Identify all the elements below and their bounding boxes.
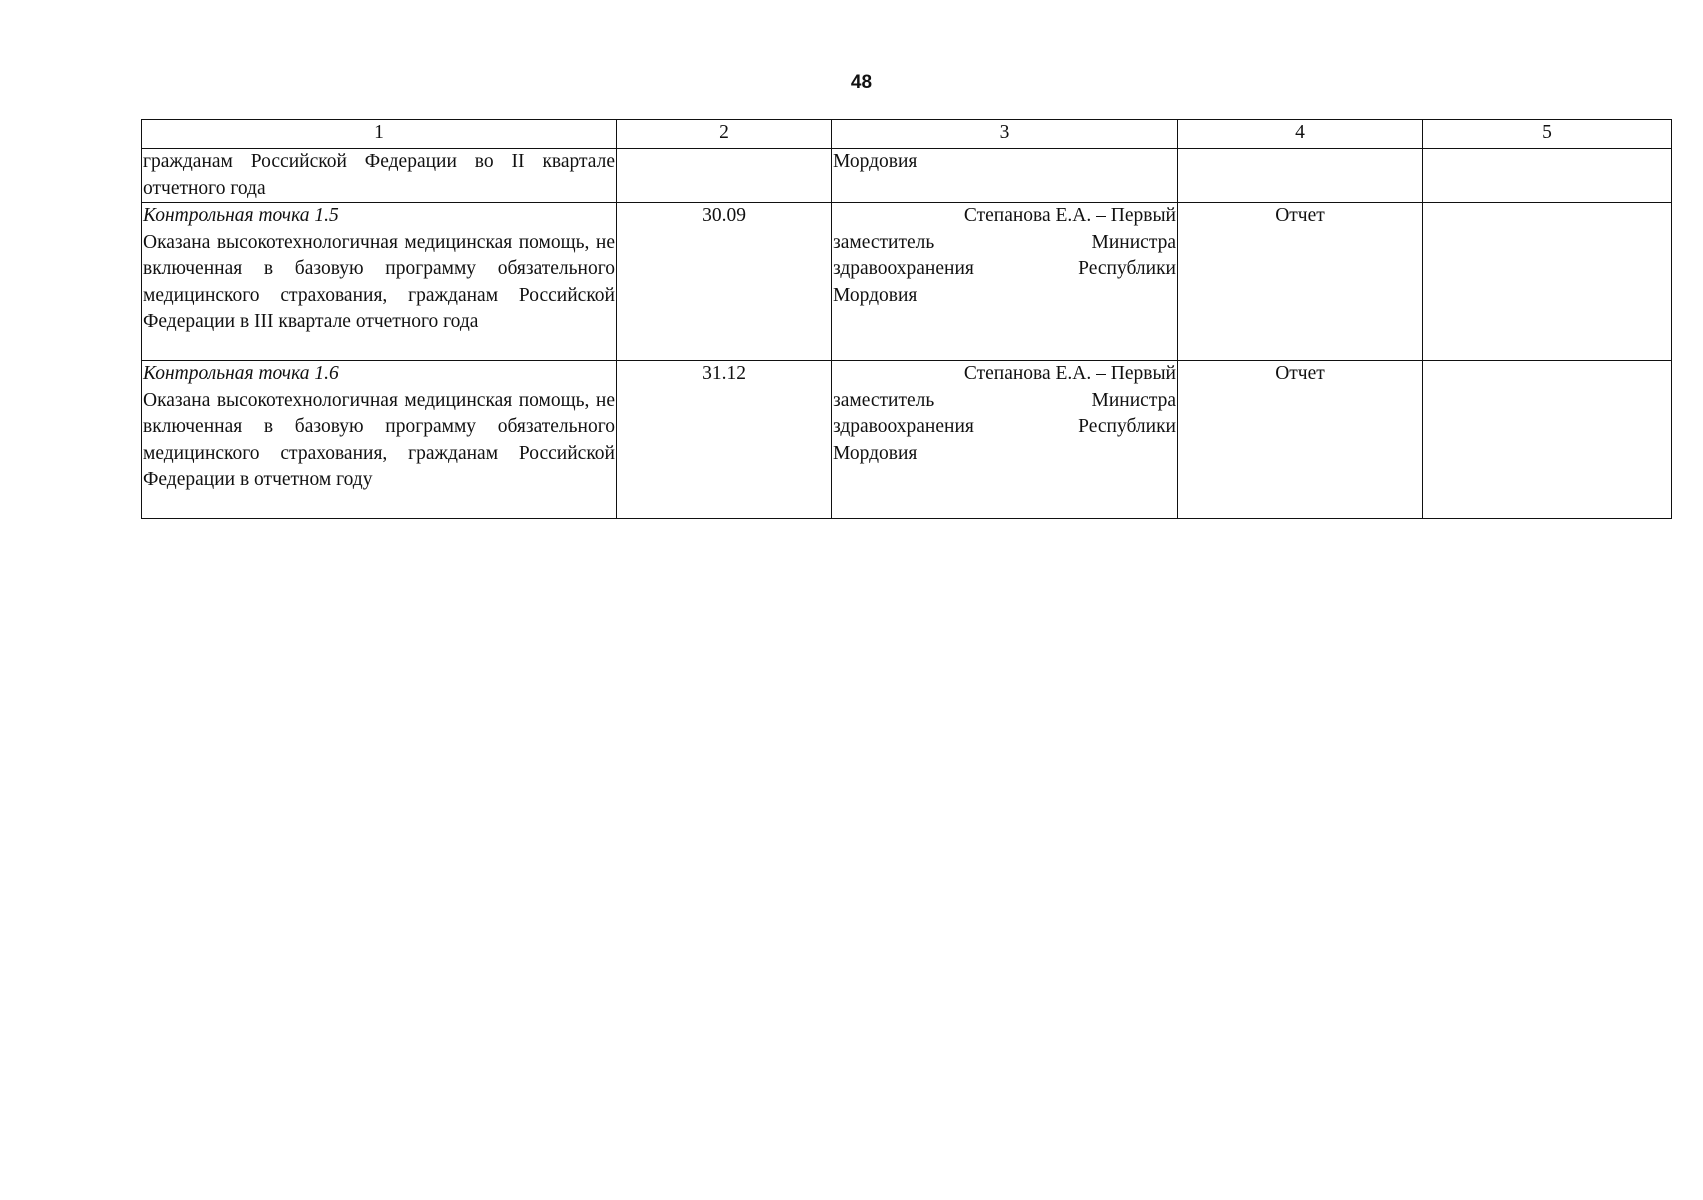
continuation-col5 xyxy=(1423,149,1672,203)
table-row xyxy=(142,361,1672,519)
executor-position: заместитель Министра xyxy=(833,231,1176,253)
continuation-document xyxy=(1178,149,1423,203)
table-row xyxy=(142,203,1672,361)
control-points-table xyxy=(141,119,1672,519)
col5-cell xyxy=(1423,361,1672,519)
executor-region: Мордовия xyxy=(833,442,918,464)
continuation-date xyxy=(617,149,832,203)
control-point-cell xyxy=(142,361,617,519)
control-point-cell xyxy=(142,203,617,361)
control-point-title: Контрольная точка 1.6 xyxy=(143,363,339,384)
executor-cell xyxy=(832,203,1178,361)
report-document: Отчет xyxy=(1178,203,1423,361)
report-document: Отчет xyxy=(1178,361,1423,519)
control-point-description: Оказана высокотехнологичная медицинская помощь, не включенная в базовую программу обязательного медицинского страхования, гражданам Российской Федерации в III квартале отчетного года xyxy=(143,231,615,332)
page-number: 48 xyxy=(850,72,873,93)
continuation-executor: Мордовия xyxy=(832,149,1178,203)
executor-ministry: здравоохранения Республики xyxy=(833,416,1176,437)
executor-name: Степанова Е.А. – Первый xyxy=(963,205,1176,226)
col5-cell xyxy=(1423,203,1672,361)
table-header-row xyxy=(142,120,1672,149)
control-point-description: Оказана высокотехнологичная медицинская помощь, не включенная в базовую программу обязательного медицинского страхования, гражданам Российской Федерации в отчетном году xyxy=(143,389,615,490)
column-header-2: 2 xyxy=(617,120,832,149)
executor-cell xyxy=(832,361,1178,519)
continuation-description: гражданам Российской Федерации во II квартале отчетного года xyxy=(142,149,617,203)
control-point-title: Контрольная точка 1.5 xyxy=(143,205,339,226)
table-row-continuation xyxy=(142,149,1672,203)
executor-ministry: здравоохранения Республики xyxy=(833,258,1176,279)
due-date: 31.12 xyxy=(617,361,832,519)
column-header-3: 3 xyxy=(832,120,1178,149)
executor-position: заместитель Министра xyxy=(833,389,1176,411)
executor-name: Степанова Е.А. – Первый xyxy=(963,363,1176,384)
column-header-5: 5 xyxy=(1423,120,1672,149)
column-header-4: 4 xyxy=(1178,120,1423,149)
due-date: 30.09 xyxy=(617,203,832,361)
executor-region: Мордовия xyxy=(833,284,918,306)
column-header-1: 1 xyxy=(142,120,617,149)
